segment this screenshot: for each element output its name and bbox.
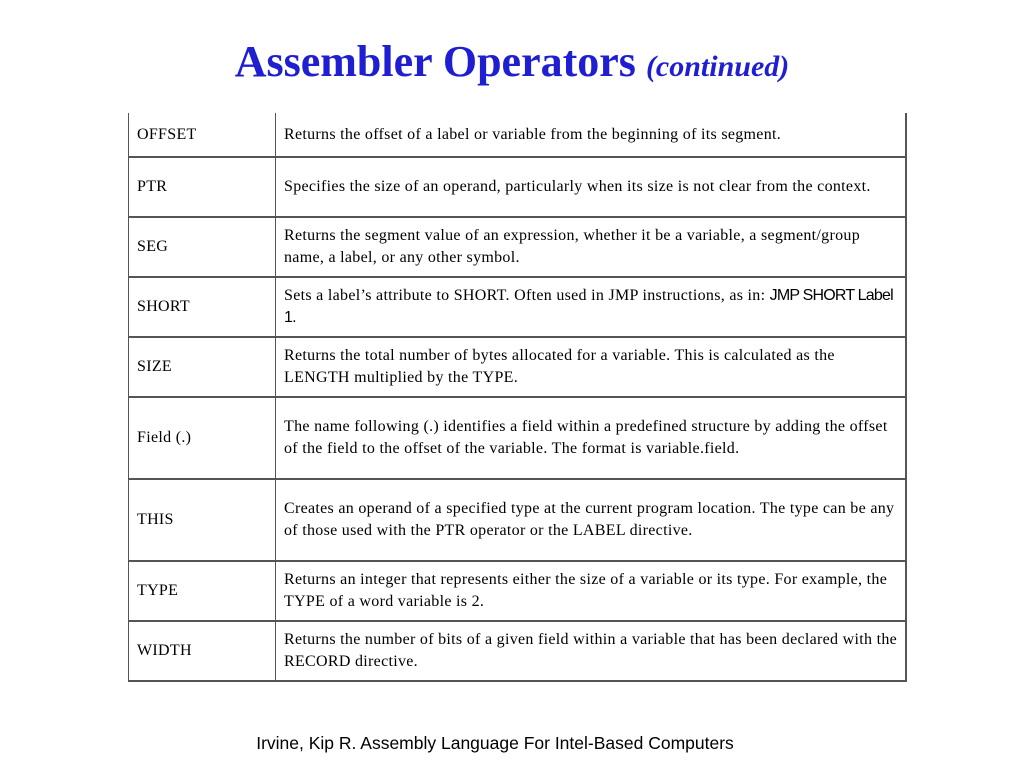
- operators-table: [128, 113, 907, 682]
- table-row: [129, 561, 906, 621]
- operator-name: TYPE: [129, 561, 276, 621]
- operator-description: Returns the total number of bytes allocated for a variable. This is calculated as the LENGTH multiplied by the TYPE.: [276, 337, 906, 397]
- table-row: [129, 479, 906, 561]
- footer-citation: Irvine, Kip R. Assembly Language For Intel-Based Computers: [256, 733, 734, 753]
- operator-description: Specifies the size of an operand, particularly when its size is not clear from the context.: [276, 157, 906, 217]
- table-row: [129, 113, 906, 157]
- table-row: [129, 217, 906, 277]
- operator-description-cell: [276, 277, 906, 337]
- operator-description: Sets a label’s attribute to SHORT. Often used in JMP instructions, as in:: [284, 287, 770, 304]
- operator-name: OFFSET: [129, 113, 276, 157]
- operator-name: WIDTH: [129, 621, 276, 681]
- table-row: [129, 397, 906, 479]
- slide-title: [0, 36, 1024, 87]
- operator-description: Creates an operand of a specified type at the current program location. The type can be any of those used with the PTR operator or the LABEL directive.: [276, 479, 906, 561]
- table-row: [129, 621, 906, 681]
- slide-title-sub: (continued): [645, 50, 790, 83]
- operator-description: Returns the segment value of an expression, whether it be a variable, a segment/group name, a label, or any other symbol.: [276, 217, 906, 277]
- operator-name: SIZE: [129, 337, 276, 397]
- operator-name: SEG: [129, 217, 276, 277]
- operator-name: THIS: [129, 479, 276, 561]
- operator-name: Field (.): [129, 397, 276, 479]
- operator-description: Returns the number of bits of a given field within a variable that has been declared with the RECORD directive.: [276, 621, 906, 681]
- operator-description: The name following (.) identifies a field within a predefined structure by adding the offset of the field to the offset of the variable. The format is variable.field.: [276, 397, 906, 479]
- table-row: [129, 277, 906, 337]
- operator-name: SHORT: [129, 277, 276, 337]
- operator-description: Returns the offset of a label or variable from the beginning of its segment.: [276, 113, 906, 157]
- operator-description: Returns an integer that represents either the size of a variable or its type. For example, the TYPE of a word variable is 2.: [276, 561, 906, 621]
- code-example: JMP SHORT Label 1.: [284, 287, 893, 326]
- table-row: [129, 337, 906, 397]
- slide-title-main: Assembler Operators: [234, 37, 636, 86]
- table-row: [129, 157, 906, 217]
- operator-name: PTR: [129, 157, 276, 217]
